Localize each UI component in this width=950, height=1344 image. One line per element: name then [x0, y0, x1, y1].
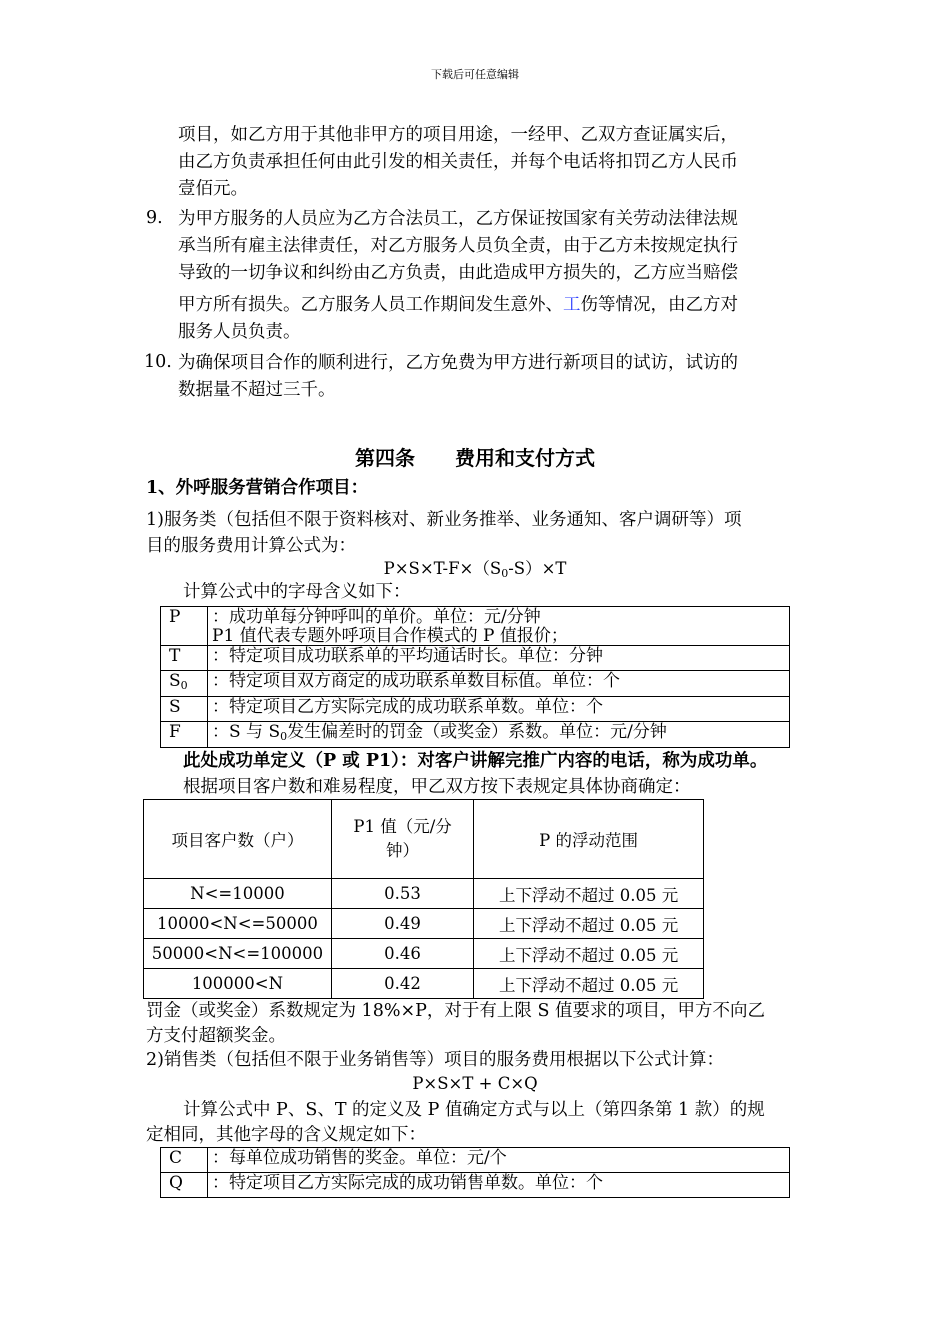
def-value: ：特定项目双方商定的成功联系单数目标值。单位：个: [208, 671, 790, 697]
header-text: P1 值（元/分: [353, 817, 452, 836]
header-cell: 项目客户数（户）: [144, 800, 332, 879]
table-row: [144, 909, 704, 939]
p1-cell: 0.42: [331, 969, 473, 999]
subscript: 0: [501, 567, 509, 580]
table-row: [161, 646, 790, 671]
price-table: [143, 799, 704, 999]
item-number: 9.: [146, 208, 163, 228]
header-cell: P 的浮动范围: [474, 800, 704, 879]
item-number: 10.: [144, 352, 172, 372]
paragraph-line: 数据量不超过三千。: [178, 380, 336, 400]
table-row: [161, 722, 790, 748]
formula-part: P×S×T-F×（S: [383, 559, 502, 578]
legend-intro: 计算公式中的字母含义如下：: [183, 582, 411, 602]
range-cell: 上下浮动不超过 0.05 元: [474, 879, 704, 909]
table-row: [161, 697, 790, 722]
paragraph-line: 定相同，其他字母的含义规定如下：: [146, 1125, 426, 1145]
paragraph-line: 服务人员负责。: [178, 322, 301, 342]
text-run: 甲方所有损失。乙方服务人员工作期间发生意外、: [178, 295, 563, 315]
table-row: [161, 671, 790, 697]
paragraph-line: 罚金（或奖金）系数规定为 18%×P，对于有上限 S 值要求的项目，甲方不向乙: [146, 1001, 766, 1021]
formula-part: -S）×T: [508, 559, 567, 578]
p1-cell: 0.46: [331, 939, 473, 969]
header-cell: [331, 800, 473, 879]
def-text: 发生偏差时的罚金（或奖金）系数。单位：元/分钟: [287, 722, 667, 742]
definition-table-2: [160, 1147, 790, 1198]
def-text: ：成功单每分钟呼叫的单价。单位：元/分钟: [212, 607, 541, 627]
table-intro: 根据项目客户数和难易程度，甲乙双方按下表规定具体协商确定：: [183, 777, 691, 797]
table-row: [161, 1173, 790, 1198]
p1-cell: 0.53: [331, 879, 473, 909]
formula-1: [0, 557, 950, 586]
article-title: 第四条 费用和支付方式: [355, 446, 595, 470]
key-text: S: [169, 671, 181, 691]
highlighted-char: 工: [563, 295, 581, 315]
paragraph-line: 方支付超额奖金。: [146, 1026, 286, 1046]
formula-2: P×S×T + C×Q: [412, 1074, 538, 1093]
paragraph-line: 计算公式中 P、S、T 的定义及 P 值确定方式与以上（第四条第 1 款）的规: [183, 1100, 765, 1120]
def-value: [208, 607, 790, 646]
paragraph-line: 承当所有雇主法律责任，对乙方服务人员负全责，由于乙方未按规定执行: [178, 236, 738, 256]
def-value: [208, 722, 790, 748]
def-value: ：特定项目乙方实际完成的成功销售单数。单位：个: [208, 1173, 790, 1198]
paragraph-line: 2)销售类（包括但不限于业务销售等）项目的服务费用根据以下公式计算：: [146, 1050, 724, 1070]
subscript: 0: [180, 679, 188, 692]
table-row: [161, 1148, 790, 1173]
def-key: [161, 671, 208, 697]
def-text: ：S 与 S: [212, 722, 281, 742]
paragraph-line: 为甲方服务的人员应为乙方合法员工，乙方保证按国家有关劳动法律法规: [178, 209, 738, 229]
def-value: ：每单位成功销售的奖金。单位：元/个: [208, 1148, 790, 1173]
def-key: C: [161, 1148, 208, 1173]
paragraph-line: 壹佰元。: [178, 179, 248, 199]
table-header-row: [144, 800, 704, 879]
range-cell: 上下浮动不超过 0.05 元: [474, 969, 704, 999]
range-cell: 上下浮动不超过 0.05 元: [474, 939, 704, 969]
paragraph-line: 导致的一切争议和纠纷由乙方负责，由此造成甲方损失的，乙方应当赔偿: [178, 263, 738, 283]
text-run: 伤等情况，由乙方对: [580, 295, 738, 315]
page-header: 下载后可任意编辑: [431, 68, 519, 81]
def-key: Q: [161, 1173, 208, 1198]
paragraph-line: 为确保项目合作的顺利进行，乙方免费为甲方进行新项目的试访，试访的: [178, 353, 738, 373]
definition-table: [160, 606, 790, 748]
header-text: 钟）: [386, 841, 420, 860]
def-text: P1 值代表专题外呼项目合作模式的 P 值报价；: [212, 626, 568, 646]
table-row: [144, 969, 704, 999]
customers-cell: N<=10000: [144, 879, 332, 909]
customers-cell: 100000<N: [144, 969, 332, 999]
def-key: S: [161, 697, 208, 722]
customers-cell: 10000<N<=50000: [144, 909, 332, 939]
def-key: F: [161, 722, 208, 748]
table-row: [144, 879, 704, 909]
def-key: P: [161, 607, 208, 646]
paragraph-line: 1)服务类（包括但不限于资料核对、新业务推举、业务通知、客户调研等）项: [146, 510, 742, 530]
subscript: 0: [280, 730, 288, 743]
p1-cell: 0.49: [331, 909, 473, 939]
def-value: ：特定项目成功联系单的平均通话时长。单位：分钟: [208, 646, 790, 671]
def-value: ：特定项目乙方实际完成的成功联系单数。单位：个: [208, 697, 790, 722]
table-row: [144, 939, 704, 969]
customers-cell: 50000<N<=100000: [144, 939, 332, 969]
table-row: [161, 607, 790, 646]
section-title: 1、外呼服务营销合作项目：: [146, 478, 369, 498]
range-cell: 上下浮动不超过 0.05 元: [474, 909, 704, 939]
paragraph-line: 目的服务费用计算公式为：: [146, 536, 356, 556]
paragraph-line: [178, 292, 738, 319]
paragraph-line: 由乙方负责承担任何由此引发的相关责任，并每个电话将扣罚乙方人民币: [178, 152, 738, 172]
paragraph-line: 项目，如乙方用于其他非甲方的项目用途，一经甲、乙双方查证属实后，: [178, 125, 738, 145]
success-definition: 此处成功单定义（P 或 P1）：对客户讲解完推广内容的电话，称为成功单。: [183, 751, 768, 771]
def-key: T: [161, 646, 208, 671]
